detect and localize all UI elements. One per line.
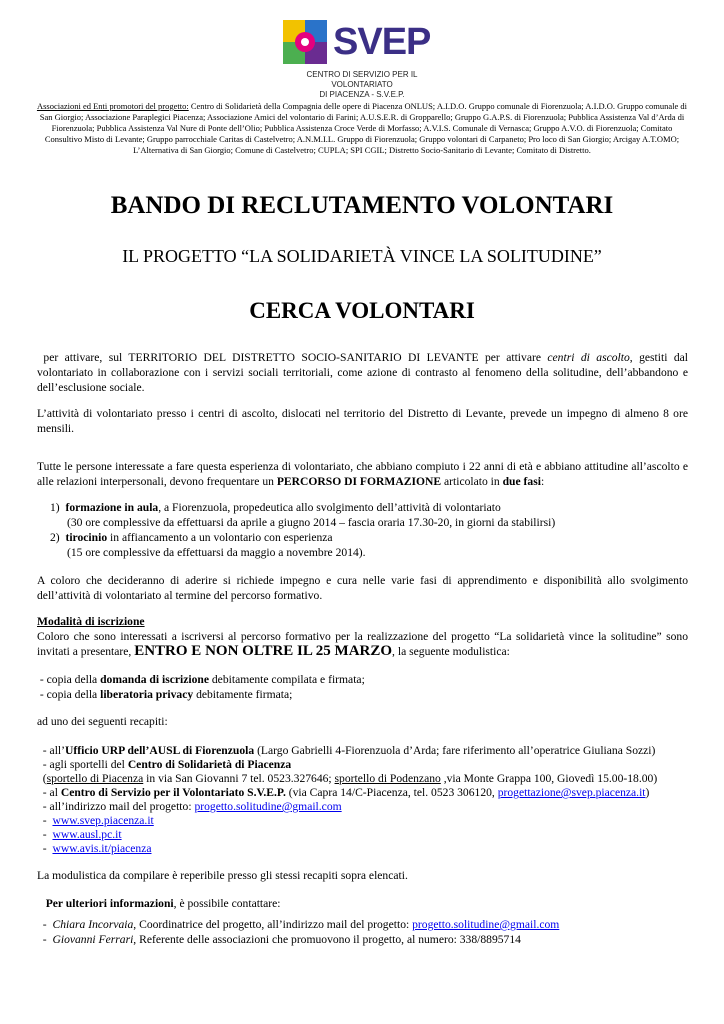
recapito-link-avis: - www.avis.it/piacenza [37, 842, 152, 855]
contact-referent: - Giovanni Ferrari, Referente delle associazioni che promuovono il progetto, al numero: 338/8895714 [37, 933, 521, 946]
recapiti-intro: ad uno dei seguenti recapiti: [37, 715, 168, 728]
page-title: BANDO DI RECLUTAMENTO VOLONTARI [110, 192, 614, 219]
phase-2-detail: (15 ore complessive da effettuarsi da maggio a novembre 2014). [67, 546, 366, 559]
recapito-link-svep: - www.svep.piacenza.it [37, 814, 154, 827]
doc-item-1: - copia della domanda di iscrizione debitamente compilata e firmata; [39, 673, 365, 686]
promoter-associations: Associazioni ed Enti promotori del progetto: Centro di Solidarietà della Compagnia delle opere di Piacenza ONLUS; A.I.D.O. Gruppo comunale di Fiorenzuola; A.I.D.O. Gruppo comunale di San Giorgio; Associazione Paraplegici Piacenza; Associazione Amici del volontario di Farini; A.U.S.E.R. di Gropparello; Gruppo G.A.P.S. di Fiorenzuola; Pubblica Assistenza Val d’Arda di Fiorenzuola; Pubblica Assistenza Val Nure di Ponte dell’Olio; Pubblica Assistenza Croce Verde di Morfasso; A.V.I.S. Comunale di Vernasca; Gruppo A.V.O. di Fiorenzuola; Comitato Consultivo Misto di Levante; Gruppo parrocchiale Caritas di Castelvetro; A.N.M.I.L. Gruppo di Fiorenzuola; Gruppo volontari di Carpaneto; Pro loco di San Giorgio; Arcigay A.T.OMO; L’Alternativa di San Giorgio; Comune di Castelvetro; CUPLA; SPI CGIL; Distretto Socio-Sanitario di Levante; Comitato di Distretto. [36, 101, 688, 155]
info-intro: Per ulteriori informazioni, è possibile contattare: [45, 897, 281, 910]
doc-item-2: - copia della liberatoria privacy debitamente firmata; [39, 688, 293, 701]
svep-email-link[interactable]: progettazione@svep.piacenza.it [497, 786, 646, 799]
recapito-email: - all’indirizzo mail del progetto: progetto.solitudine@gmail.com [42, 800, 342, 813]
avis-website-link[interactable]: www.avis.it/piacenza [52, 842, 152, 855]
requirements-paragraph: Tutte le persone interessate a fare questa esperienza di volontariato, che abbiano compiuto i 22 anni di età e abbiano attitudine all’ascolto e alle relazioni interpersonali, devono frequentare un PERCORSO DI FORMAZIONE articolato in due fasi: [37, 460, 688, 488]
svep-logo [283, 20, 433, 98]
recapito-sportelli: (sportello di Piacenza in via San Giovanni 7 tel. 0523.327646; sportello di Podenzano ,via Monte Grappa 100, Giovedì 15.00-18.00) [42, 772, 658, 785]
deadline: ENTRO E NON OLTRE IL 25 MARZO [134, 643, 393, 659]
svep-logo-mark-icon [283, 20, 327, 64]
recapito-ausl: - all’Ufficio URP dell’AUSL di Fiorenzuola (Largo Gabrielli 4-Fiorenzuola d’Arda; fare riferimento all’operatrice Giuliana Sozzi) [42, 744, 656, 757]
forms-availability: La modulistica da compilare è reperibile presso gli stessi recapiti sopra elencati. [37, 869, 408, 882]
registration-section: Modalità di iscrizione Coloro che sono interessati a iscriversi al percorso formativo per la realizzazione del progetto “La solidarietà vince la solitudine” sono invitati a presentare, ENTRO E NON OLTRE IL 25 MARZO, la seguente modulistica: [37, 615, 688, 659]
logo-subtitle: CENTRO DI SERVIZIO PER IL VOLONTARIATO DI PIACENZA - S.V.E.P. [306, 70, 418, 99]
phase-1-detail: (30 ore complessive da effettuarsi da aprile a giugno 2014 – fascia oraria 17.30-20, in giorni da stabilirsi) [67, 516, 556, 529]
svep-website-link[interactable]: www.svep.piacenza.it [52, 814, 154, 827]
phase-2: 2) tirocinio in affiancamento a un volontario con esperienza [50, 531, 333, 544]
commitment-paragraph: L’attività di volontariato presso i centri di ascolto, dislocati nel territorio del Distretto di Levante, prevede un impegno di almeno 8 ore mensili. [37, 407, 688, 435]
logo-brand: SVEP [333, 21, 431, 63]
registration-heading: Modalità di iscrizione [37, 615, 145, 628]
ausl-website-link[interactable]: www.ausl.pc.it [52, 828, 122, 841]
recapito-svep: - al Centro di Servizio per il Volontariato S.V.E.P. (via Capra 14/C-Piacenza, tel. 0523 306120, progettazione@svep.piacenza.it) [42, 786, 650, 799]
section-title-cerca: CERCA VOLONTARI [249, 298, 475, 323]
contact-coordinator: - Chiara Incorvaia, Coordinatrice del progetto, all’indirizzo mail del progetto: progetto.solitudine@gmail.com [37, 918, 560, 931]
intro-paragraph: per attivare, sul TERRITORIO DEL DISTRETTO SOCIO-SANITARIO DI LEVANTE per attivare centri di ascolto, gestiti dal volontariato in collaborazione con i servizi sociali territoriali, come azione di contrasto al fenomeno della solitudine, dell’abbandono e dell’esclusione sociale. [37, 351, 688, 394]
commitment-note: A coloro che decideranno di aderire si richiede impegno e cura nelle varie fasi di apprendimento e disponibilità allo svolgimento dell’attività di volontariato al termine del percorso formativo. [37, 574, 688, 602]
project-email-link[interactable]: progetto.solitudine@gmail.com [194, 800, 342, 813]
recapito-centro-solidarieta: - agli sportelli del Centro di Solidarietà di Piacenza [42, 758, 292, 771]
phase-1: 1) formazione in aula, a Fiorenzuola, propedeutica allo svolgimento dell’attività di volontariato [50, 501, 501, 514]
coordinator-email-link[interactable]: progetto.solitudine@gmail.com [412, 918, 560, 931]
project-subtitle: IL PROGETTO “LA SOLIDARIETÀ VINCE LA SOLITUDINE” [122, 246, 602, 266]
recapito-link-ausl: - www.ausl.pc.it [37, 828, 122, 841]
